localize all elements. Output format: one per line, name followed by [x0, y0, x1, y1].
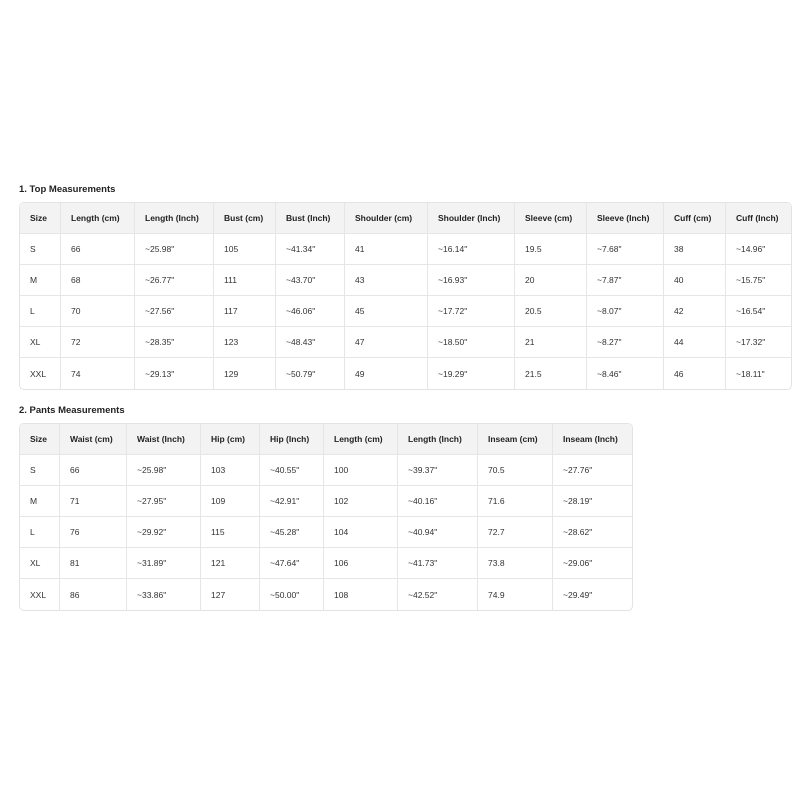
table-cell: ~41.34"	[276, 234, 345, 265]
table-cell: 72.7	[478, 517, 553, 548]
table-cell: ~18.50"	[428, 327, 515, 358]
table-cell: S	[20, 455, 60, 486]
table-cell: ~14.96"	[726, 234, 791, 265]
table-cell: 76	[60, 517, 127, 548]
table-row	[20, 455, 632, 486]
table-cell: 81	[60, 548, 127, 579]
table-cell: 121	[201, 548, 260, 579]
table-cell: 123	[214, 327, 276, 358]
table-row	[20, 548, 632, 579]
table-cell: ~47.64"	[260, 548, 324, 579]
table-cell: XL	[20, 327, 61, 358]
table-cell: S	[20, 234, 61, 265]
table-cell: 109	[201, 486, 260, 517]
table-cell: L	[20, 517, 60, 548]
table-cell: ~25.98"	[127, 455, 201, 486]
table-cell: ~40.94"	[398, 517, 478, 548]
column-header: Shoulder (Inch)	[428, 203, 515, 234]
table-cell: ~45.28"	[260, 517, 324, 548]
table-cell: 74.9	[478, 579, 553, 610]
table-cell: 71.6	[478, 486, 553, 517]
table-row	[20, 579, 632, 610]
table-cell: ~46.06"	[276, 296, 345, 327]
table-cell: ~7.87"	[587, 265, 664, 296]
table-cell: 40	[664, 265, 726, 296]
table-cell: ~27.95"	[127, 486, 201, 517]
column-header: Waist (cm)	[60, 424, 127, 455]
table-cell: ~28.62"	[553, 517, 632, 548]
table-cell: ~40.16"	[398, 486, 478, 517]
table-cell: ~26.77"	[135, 265, 214, 296]
table-cell: ~50.00"	[260, 579, 324, 610]
table-cell: ~39.37"	[398, 455, 478, 486]
column-header: Length (cm)	[61, 203, 135, 234]
top-measurements-title: 1. Top Measurements	[19, 184, 116, 195]
table-cell: ~41.73"	[398, 548, 478, 579]
table-cell: ~27.76"	[553, 455, 632, 486]
table-cell: 42	[664, 296, 726, 327]
table-cell: ~48.43"	[276, 327, 345, 358]
table-cell: ~42.52"	[398, 579, 478, 610]
table-cell: 111	[214, 265, 276, 296]
table-cell: 20	[515, 265, 587, 296]
table-cell: ~43.70"	[276, 265, 345, 296]
table-cell: 100	[324, 455, 398, 486]
table-cell: ~50.79"	[276, 358, 345, 389]
column-header: Hip (cm)	[201, 424, 260, 455]
table-cell: ~8.07"	[587, 296, 664, 327]
column-header: Inseam (Inch)	[553, 424, 632, 455]
table-cell: M	[20, 265, 61, 296]
table-cell: ~40.55"	[260, 455, 324, 486]
table-cell: ~8.46"	[587, 358, 664, 389]
table-cell: 115	[201, 517, 260, 548]
column-header: Shoulder (cm)	[345, 203, 428, 234]
table-cell: 49	[345, 358, 428, 389]
column-header: Length (cm)	[324, 424, 398, 455]
column-header: Cuff (cm)	[664, 203, 726, 234]
column-header: Sleeve (cm)	[515, 203, 587, 234]
table-cell: ~27.56"	[135, 296, 214, 327]
table-cell: ~42.91"	[260, 486, 324, 517]
table-cell: 73.8	[478, 548, 553, 579]
table-cell: ~7.68"	[587, 234, 664, 265]
table-cell: ~16.14"	[428, 234, 515, 265]
table-cell: ~17.32"	[726, 327, 791, 358]
table-cell: 19.5	[515, 234, 587, 265]
table-cell: ~28.19"	[553, 486, 632, 517]
table-cell: 68	[61, 265, 135, 296]
table-row	[20, 265, 791, 296]
table-cell: 70.5	[478, 455, 553, 486]
table-cell: 106	[324, 548, 398, 579]
table-cell: ~18.11"	[736, 368, 765, 379]
table-row	[20, 358, 791, 389]
table-cell: 127	[201, 579, 260, 610]
column-header: Sleeve (Inch)	[587, 203, 664, 234]
table-cell: XXL	[20, 579, 60, 610]
table-cell: 102	[324, 486, 398, 517]
table-cell: ~16.93"	[428, 265, 515, 296]
table-cell: 86	[60, 579, 127, 610]
table-cell: ~31.89"	[127, 548, 201, 579]
table-cell: 72	[61, 327, 135, 358]
table-cell: 105	[214, 234, 276, 265]
table-cell: XL	[20, 548, 60, 579]
table-row	[20, 486, 632, 517]
table-cell: 20.5	[515, 296, 587, 327]
table-cell: ~29.92"	[127, 517, 201, 548]
column-header: Length (Inch)	[398, 424, 478, 455]
table-header-row	[20, 424, 632, 455]
table-cell: 129	[214, 358, 276, 389]
column-header: Size	[20, 203, 61, 234]
top-measurements-section	[19, 184, 792, 390]
table-cell: ~17.72"	[428, 296, 515, 327]
table-cell: M	[20, 486, 60, 517]
table-cell: 43	[345, 265, 428, 296]
table-cell: 71	[60, 486, 127, 517]
column-header: Cuff (Inch)	[726, 203, 791, 234]
table-header-row	[20, 203, 791, 234]
pants-measurements-section	[19, 405, 633, 611]
column-header: Size	[20, 424, 60, 455]
table-row	[20, 296, 791, 327]
table-cell: ~28.35"	[135, 327, 214, 358]
table-cell: 117	[214, 296, 276, 327]
table-row	[20, 234, 791, 265]
table-cell: 41	[345, 234, 428, 265]
table-cell: 66	[60, 455, 127, 486]
table-cell: 70	[61, 296, 135, 327]
pants-measurements-table	[19, 423, 633, 611]
column-header: Length (Inch)	[135, 203, 214, 234]
table-cell: ~29.13"	[135, 358, 214, 389]
table-cell: 47	[345, 327, 428, 358]
table-cell: 21	[515, 327, 587, 358]
table-row	[20, 517, 632, 548]
table-cell: L	[20, 296, 61, 327]
table-cell: XXL	[20, 358, 61, 389]
table-cell: 104	[324, 517, 398, 548]
table-cell: ~33.86"	[127, 579, 201, 610]
table-cell: 46	[664, 358, 726, 389]
table-cell: ~25.98"	[135, 234, 214, 265]
top-measurements-table	[19, 202, 792, 390]
table-cell: 44	[664, 327, 726, 358]
column-header: Inseam (cm)	[478, 424, 553, 455]
table-cell: 45	[345, 296, 428, 327]
table-cell: 103	[201, 455, 260, 486]
column-header: Bust (Inch)	[276, 203, 345, 234]
table-row	[20, 327, 791, 358]
table-cell: 74	[61, 358, 135, 389]
table-cell: 108	[324, 579, 398, 610]
table-cell: ~29.49"	[563, 589, 593, 600]
pants-measurements-title: 2. Pants Measurements	[19, 405, 125, 416]
table-cell: ~19.29"	[428, 358, 515, 389]
table-cell: ~15.75"	[726, 265, 791, 296]
table-cell: 21.5	[515, 358, 587, 389]
column-header: Waist (Inch)	[127, 424, 201, 455]
table-cell: 66	[61, 234, 135, 265]
table-cell: ~29.06"	[553, 548, 632, 579]
table-cell: 38	[664, 234, 726, 265]
column-header: Bust (cm)	[214, 203, 276, 234]
table-cell: ~8.27"	[587, 327, 664, 358]
table-cell: ~16.54"	[726, 296, 791, 327]
column-header: Hip (Inch)	[260, 424, 324, 455]
